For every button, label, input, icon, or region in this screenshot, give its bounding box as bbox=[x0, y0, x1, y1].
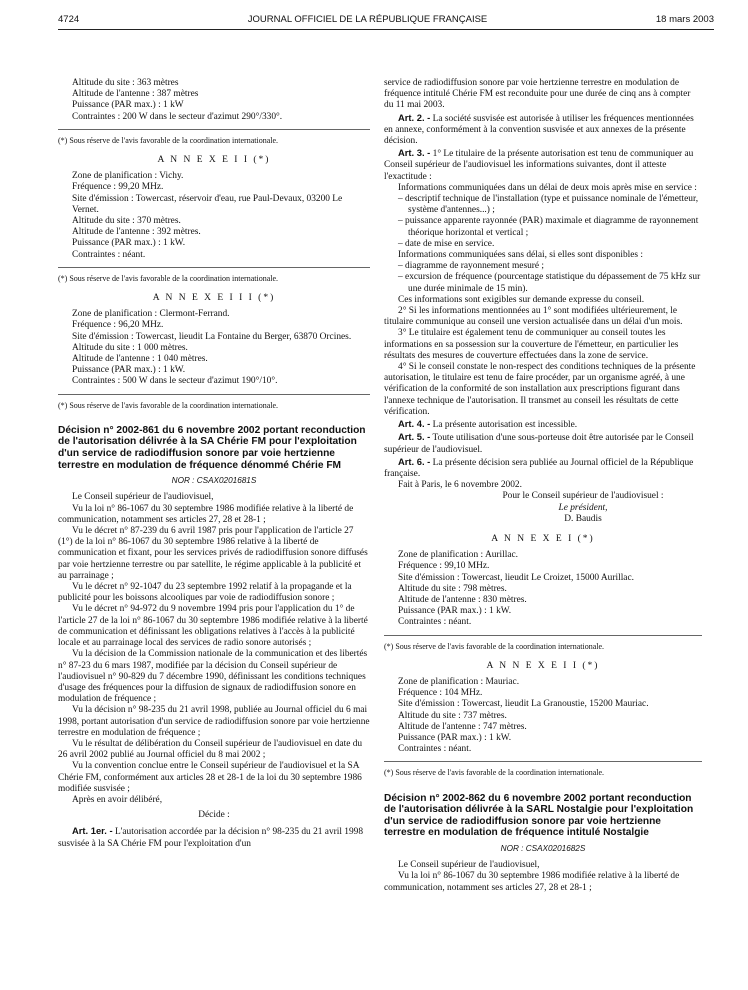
article-label: Art. 3. - bbox=[398, 147, 431, 159]
annex-heading: A N N E X E I (*) bbox=[491, 533, 595, 544]
annex-line: Zone de planification : Mauriac. bbox=[398, 676, 520, 687]
annex-line: Site d'émission : Towercast, lieudit Le Croizet, 15000 Aurillac. bbox=[398, 572, 634, 583]
annex-line: Fréquence : 99,20 MHz. bbox=[72, 182, 164, 193]
footnote: (*) Sous réserve de l'avis favorable de la coordination internationale. bbox=[58, 129, 370, 146]
annex-line: Altitude de l'antenne : 387 mètres bbox=[72, 89, 199, 100]
article-5 bbox=[384, 431, 702, 455]
page-number: 4724 bbox=[58, 14, 80, 25]
list-item: – diagramme de rayonnement mesuré ; bbox=[398, 261, 545, 272]
decide-heading: Décide : bbox=[198, 810, 230, 821]
annex-heading: A N N E X E I I (*) bbox=[157, 155, 271, 166]
body-paragraph: Vu le résultat de délibération du Conseil supérieur de l'audiovisuel en date du 26 avril 2002 publié au Journal officiel du 8 mai 2002 ; bbox=[58, 738, 363, 761]
annex-line: Site d'émission : Towercast, lieudit La Granoustie, 15200 Mauriac. bbox=[398, 699, 649, 710]
annex-line: Site d'émission : Towercast, lieudit La Fontaine du Berger, 63870 Orcines. bbox=[72, 331, 352, 342]
list-item: – descriptif technique de l'installation (type et puissance nominale de l'émetteur, système d'antennes...) ; bbox=[398, 194, 699, 216]
footnote: (*) Sous réserve de l'avis favorable de la coordination internationale. bbox=[384, 635, 702, 652]
article-label: Art. 5. - bbox=[398, 431, 431, 443]
annex-line: Contraintes : 200 W dans le secteur d'azimut 290°/330°. bbox=[72, 111, 283, 122]
body-paragraph: 3° Le titulaire est également tenu de communiquer au conseil toutes les informations en sa possession sur la couverture de l'émetteur, en particulier les résultats des mesures de couverture effectuées dans la zone de service. bbox=[384, 328, 679, 361]
body-paragraph: Vu la convention conclue entre le Conseil supérieur de l'audiovisuel et la SA Chérie FM, conformément aux articles 28 et 28-1 de la loi du 30 septembre 1986 modifiée susvisée ; bbox=[58, 761, 362, 794]
article-6 bbox=[384, 456, 702, 480]
body-paragraph: Informations communiquées sans délai, si elles sont disponibles : bbox=[398, 250, 644, 261]
body-paragraph: Vu la décision n° 98-235 du 21 avril 1998, publiée au Journal officiel du 6 mai 1998, portant autorisation d'un service de radiodiffusion sonore par voie hertzienne terrestre en modulation de fréquence ; bbox=[58, 705, 370, 738]
body-paragraph: Vu le décret n° 87-239 du 6 avril 1987 pris pour l'application de l'article 27 (1°) de la loi n° 86-1067 du 30 septembre 1986 relative à la liberté de communication et fixant, pour les services privés de radiodiffusion sonore diffusés par voie hertzienne terrestre ou par satellite, le régime applicable à la publicité et au parrainage ; bbox=[58, 526, 368, 581]
article-1 bbox=[58, 825, 370, 849]
body-paragraph: service de radiodiffusion sonore par voie hertzienne terrestre en modulation de fréquence intitulé Chérie FM est reconduite pour une durée de cinq ans à compter du 11 mai 2003. bbox=[384, 78, 691, 111]
nor-reference: NOR : CSAX0201682S bbox=[500, 843, 586, 853]
annex-line: Altitude de l'antenne : 747 mètres. bbox=[398, 721, 527, 732]
article-label: Art. 6. - bbox=[398, 455, 431, 467]
footnote: (*) Sous réserve de l'avis favorable de la coordination internationale. bbox=[58, 267, 370, 284]
article-text: Toute utilisation d'une sous-porteuse doit être autorisée par le Conseil supérieur de l'audiovisuel. bbox=[384, 433, 694, 455]
body-paragraph: Vu le décret n° 92-1047 du 23 septembre 1992 relatif à la propagande et la publicité pour les boissons alcooliques par voie de radiodiffusion sonore ; bbox=[58, 582, 352, 604]
article-text: 1° Le titulaire de la présente autorisation est tenu de communiquer au Conseil supérieur de l'audiovisuel les informations suivantes, dont il atteste l'exactitude : bbox=[384, 149, 694, 182]
article-text: La présente décision sera publiée au Journal officiel de la République française. bbox=[384, 457, 694, 479]
issue-date: 18 mars 2003 bbox=[655, 14, 714, 25]
article-text: L'autorisation accordée par la décision n° 98-235 du 21 avril 1998 susvisée à la SA Chérie FM pour l'exploitation d'un bbox=[58, 827, 364, 849]
signature-line: Pour le Conseil supérieur de l'audiovisuel : bbox=[502, 491, 664, 502]
article-label: Art. 2. - bbox=[398, 111, 431, 123]
body-paragraph: Informations communiquées dans un délai de deux mois après mise en service : bbox=[398, 182, 697, 193]
annex-heading: A N N E X E I I (*) bbox=[486, 660, 600, 671]
annex-line: Altitude du site : 737 mètres. bbox=[398, 710, 507, 721]
list-item: – puissance apparente rayonnée (PAR) maximale et diagramme de rayonnement théorique horizontal et vertical ; bbox=[398, 216, 699, 238]
annex-line: Puissance (PAR max.) : 1 kW. bbox=[398, 606, 512, 617]
article-4 bbox=[384, 418, 702, 431]
list-item: – date de mise en service. bbox=[398, 238, 495, 249]
annex-line: Altitude du site : 370 mètres. bbox=[72, 216, 181, 227]
article-3 bbox=[384, 147, 702, 183]
journal-title: JOURNAL OFFICIEL DE LA RÉPUBLIQUE FRANÇAISE bbox=[247, 14, 488, 25]
annex-line: Puissance (PAR max.) : 1 kW. bbox=[72, 365, 186, 376]
decision-title: Décision n° 2002-861 du 6 novembre 2002 portant reconduction de l'autorisation délivrée à la SA Chérie FM pour l'exploitation d'un service de radiodiffusion sonore par voie hertzienne terrestre en modulation de fréquence dénommé Chérie FM bbox=[58, 424, 366, 471]
body-paragraph: Vu la loi n° 86-1067 du 30 septembre 1986 modifiée relative à la liberté de communication, notamment ses articles 27, 28 et 28-1 ; bbox=[58, 503, 354, 525]
article-2 bbox=[384, 112, 702, 148]
annex-line: Altitude du site : 1 000 mètres. bbox=[72, 342, 188, 353]
footnote: (*) Sous réserve de l'avis favorable de la coordination internationale. bbox=[58, 394, 370, 411]
left-column bbox=[58, 78, 370, 850]
right-column bbox=[384, 78, 702, 894]
annex-line: Altitude du site : 363 mètres bbox=[72, 78, 179, 88]
article-text: La présente autorisation est incessible. bbox=[432, 420, 578, 431]
list-item: – excursion de fréquence (pourcentage statistique du dépassement de 75 kHz sur une durée minimale de 15 min). bbox=[398, 272, 701, 294]
body-paragraph: Vu la loi n° 86-1067 du 30 septembre 1986 modifiée relative à la liberté de communication, notamment ses articles 27, 28 et 28-1 ; bbox=[384, 871, 680, 893]
annex-line: Contraintes : 500 W dans le secteur d'azimut 190°/10°. bbox=[72, 376, 278, 387]
annex-line: Altitude de l'antenne : 830 mètres. bbox=[398, 594, 527, 605]
body-paragraph: Le Conseil supérieur de l'audiovisuel, bbox=[398, 860, 540, 871]
body-paragraph: Après en avoir délibéré, bbox=[72, 794, 163, 805]
signature-role: Le président, bbox=[558, 502, 608, 513]
annex-line: Fréquence : 99,10 MHz. bbox=[398, 561, 490, 572]
article-text: La société susvisée est autorisée à utiliser les fréquences mentionnées en annexe, conformément à la convention susvisée et aux annexes de la présente décision. bbox=[384, 113, 694, 147]
footnote: (*) Sous réserve de l'avis favorable de la coordination internationale. bbox=[384, 761, 702, 778]
signature-name: D. Baudis bbox=[564, 513, 602, 524]
nor-reference: NOR : CSAX0201681S bbox=[171, 476, 257, 486]
decision-title: Décision n° 2002-862 du 6 novembre 2002 portant reconduction de l'autorisation délivrée à la SARL Nostalgie pour l'exploitation d'un service de radiodiffusion sonore par voie hertzienne terrestre en modulation de fréquence intitulé Nostalgie bbox=[384, 792, 694, 839]
annex-continued bbox=[58, 78, 370, 123]
annex-heading: A N N E X E I I I (*) bbox=[152, 293, 276, 304]
signing-place-date: Fait à Paris, le 6 novembre 2002. bbox=[398, 480, 522, 491]
annex-line: Altitude de l'antenne : 1 040 mètres. bbox=[72, 354, 208, 365]
article-label: Art. 4. - bbox=[398, 418, 431, 430]
body-paragraph: Vu la décision de la Commission nationale de la communication et des libertés n° 87-23 du 6 mars 1987, modifiée par la décision du Conseil supérieur de l'audiovisuel n° 90-829 du 7 décembre 1990, définissant les conditions techniques d'usage des fréquences pour la diffusion de signaux de radiodiffusion sonore en modulation de fréquence ; bbox=[58, 649, 368, 705]
annex-line: Zone de planification : Aurillac. bbox=[398, 550, 519, 561]
body-paragraph: Le Conseil supérieur de l'audiovisuel, bbox=[72, 492, 214, 503]
article-label: Art. 1er. - bbox=[72, 825, 113, 837]
body-paragraph: 2° Si les informations mentionnées au 1° sont modifiées ultérieurement, le titulaire communique au conseil une version actualisée dans un délai d'un mois. bbox=[384, 306, 683, 328]
annex-line: Site d'émission : Towercast, réservoir d'eau, rue Paul-Devaux, 03200 Le Vernet. bbox=[72, 193, 343, 215]
page-header bbox=[58, 14, 714, 30]
body-paragraph: Vu le décret n° 94-972 du 9 novembre 1994 pris pour l'application du 1° de l'article 27 de la loi n° 86-1067 du 30 septembre 1986 modifiée relative à la liberté de communication et définissant les obligations relatives à l'accès à la publicité locale et au parrainage local des services de radio sonore autorisés ; bbox=[58, 604, 368, 649]
annex-line: Puissance (PAR max.) : 1 kW. bbox=[72, 238, 186, 249]
body-paragraph: 4° Si le conseil constate le non-respect des conditions techniques de la présente autorisation, le titulaire est tenu de faire procéder, par un organisme agréé, à une vérification de la conformité de son installation aux prescriptions figurant dans l'annexe technique de l'autorisation. Il transmet au conseil les résultats de cette vérification. bbox=[384, 362, 696, 417]
annex-line: Contraintes : néant. bbox=[398, 744, 472, 755]
annex-line: Altitude du site : 798 mètres. bbox=[398, 583, 507, 594]
annex-line: Altitude de l'antenne : 392 mètres. bbox=[72, 227, 201, 238]
annex-line: Zone de planification : Vichy. bbox=[72, 171, 184, 182]
annex-line: Contraintes : néant. bbox=[72, 249, 146, 260]
annex-line: Contraintes : néant. bbox=[398, 617, 472, 628]
body-paragraph: Ces informations sont exigibles sur demande expresse du conseil. bbox=[398, 294, 645, 305]
annex-line: Puissance (PAR max.) : 1 kW bbox=[72, 100, 184, 111]
annex-line: Fréquence : 104 MHz. bbox=[398, 688, 483, 699]
annex-line: Zone de planification : Clermont-Ferrand. bbox=[72, 309, 230, 320]
annex-line: Fréquence : 96,20 MHz. bbox=[72, 320, 164, 331]
annex-line: Puissance (PAR max.) : 1 kW. bbox=[398, 732, 512, 743]
